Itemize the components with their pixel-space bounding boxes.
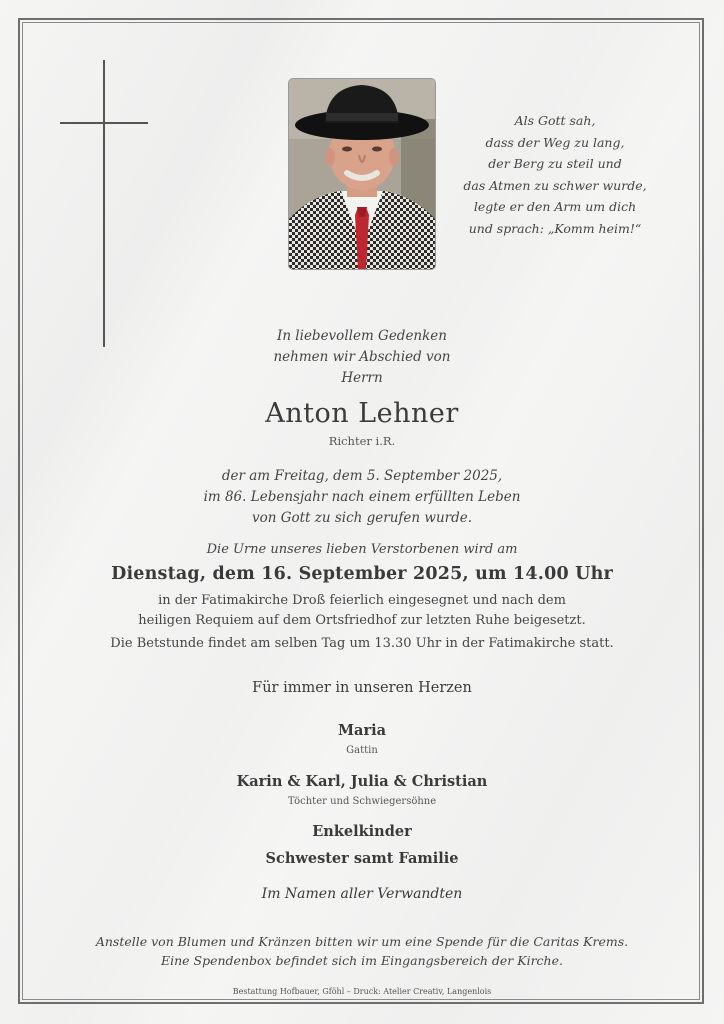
death-notice xyxy=(0,466,724,529)
portrait-illustration xyxy=(289,79,435,269)
death-line: von Gott zu sich gerufen wurde. xyxy=(251,510,473,526)
mourner-relation: Töchter und Schwiegersöhne xyxy=(287,796,437,807)
closing-text: Für immer in unseren Herzen xyxy=(252,680,472,696)
portrait-photo xyxy=(289,79,435,269)
urn-text: Die Urne unseres lieben Verstorbenen wird am xyxy=(206,542,518,557)
cross-icon-horizontal xyxy=(60,122,148,124)
donation-line: Eine Spendenbox befindet sich im Eingangsbereich der Kirche. xyxy=(161,953,563,968)
mourner-name: Enkelkinder xyxy=(312,823,412,840)
deceased-name: Anton Lehner xyxy=(265,398,459,429)
ceremony-line: in der Fatimakirche Droß feierlich eingesegnet und nach dem xyxy=(158,593,566,608)
mourner-name: Karin & Karl, Julia & Christian xyxy=(236,773,488,790)
relatives-text: Im Namen aller Verwandten xyxy=(261,886,463,902)
poem-line: dass der Weg zu lang, xyxy=(485,134,625,150)
poem-quote xyxy=(455,110,655,239)
poem-line: das Atmen zu schwer wurde, xyxy=(463,177,647,193)
intro-line: nehmen wir Abschied von xyxy=(273,349,451,365)
donation-line: Anstelle von Blumen und Kränzen bitten wir um eine Spende für die Caritas Krems. xyxy=(95,934,629,949)
funeral-date: Dienstag, dem 16. September 2025, um 14.00 Uhr xyxy=(111,564,613,584)
prayer-text: Die Betstunde findet am selben Tag um 13.30 Uhr in der Fatimakirche statt. xyxy=(110,636,614,651)
ceremony-line: heiligen Requiem auf dem Ortsfriedhof zur letzten Ruhe beigesetzt. xyxy=(138,613,586,628)
death-line: im 86. Lebensjahr nach einem erfüllten Leben xyxy=(203,489,521,505)
poem-line: legte er den Arm um dich xyxy=(473,199,637,214)
intro-line: In liebevollem Gedenken xyxy=(276,328,447,344)
donation-request xyxy=(0,932,724,970)
mourner-relation: Gattin xyxy=(346,745,378,756)
ceremony-text xyxy=(0,591,724,631)
poem-line: der Berg zu steil und xyxy=(488,156,622,171)
cross-icon-vertical xyxy=(103,60,105,347)
deceased-title: Richter i.R. xyxy=(328,434,396,448)
death-line: der am Freitag, dem 5. September 2025, xyxy=(221,468,503,484)
mourner-name: Schwester samt Familie xyxy=(265,850,459,867)
intro-text xyxy=(0,326,724,389)
intro-line: Herrn xyxy=(341,370,383,386)
poem-line: Als Gott sah, xyxy=(514,113,596,128)
mourner-name: Maria xyxy=(338,722,386,739)
poem-line: und sprach: „Komm heim!“ xyxy=(468,220,642,236)
footer-credits: Bestattung Hofbauer, Gföhl – Druck: Atelier Creativ, Langenlois xyxy=(232,987,492,996)
